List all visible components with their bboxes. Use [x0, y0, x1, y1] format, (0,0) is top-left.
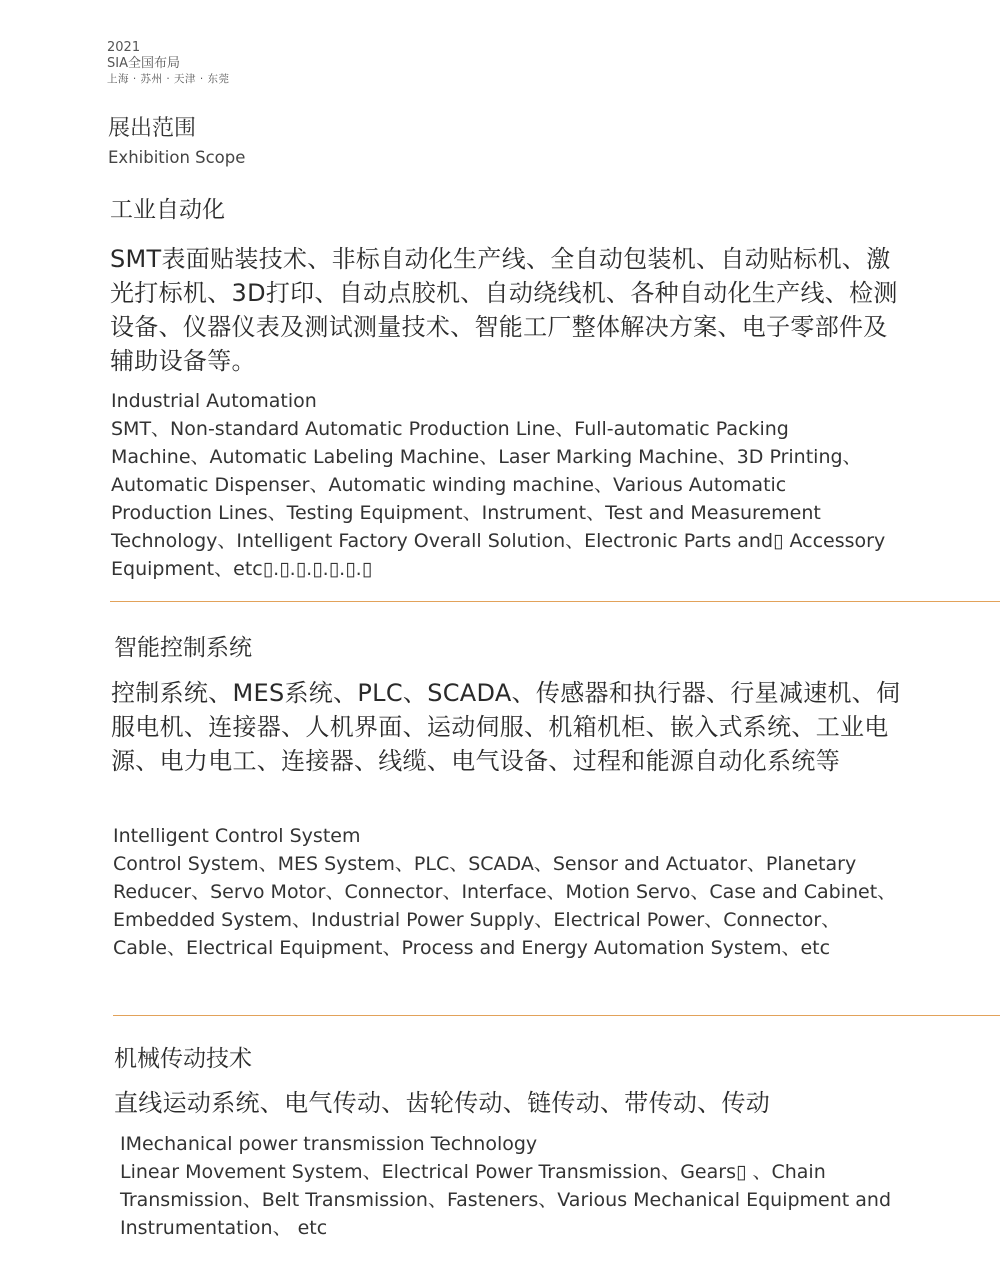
section-2-title-zh: 智能控制系统 [114, 635, 252, 661]
section-2-title-en: Intelligent Control System [113, 825, 361, 847]
section-1-title-en: Industrial Automation [111, 390, 317, 412]
section-1-content-zh: SMT表面贴装技术、非标自动化生产线、全自动包装机、自动贴标机、激光打标机、3D打印、自动点胶机、自动绕线机、各种自动化生产线、检测设备、仪器仪表及测试测量技术、智能工厂整体解决方案、电子零部件及辅助设备等。 [110, 245, 898, 375]
year-label: 2021 [107, 40, 141, 55]
section-1-content-en: SMT、Non-standard Automatic Production Line、Full-automatic Packing Machine、Automatic Labeling Machine、Laser Marking Machine、3D Printing、Automatic Dispenser、Automatic winding machine、Various Automatic Production Lines、Testing Equipment、Instrument、Test and Measurement Technology、Intelligent Factory Overall Solution、Electronic Parts and▯ Accessory Equipment、etc▯.▯.▯.▯.▯.▯.▯ [111, 418, 886, 580]
section-divider-1 [110, 601, 1000, 602]
section-3-content-zh: 直线运动系统、电气传动、齿轮传动、链传动、带传动、传动 [114, 1089, 771, 1117]
header-block [107, 40, 230, 86]
section-1-title-zh: 工业自动化 [110, 197, 225, 223]
scope-title-en: Exhibition Scope [108, 148, 246, 167]
brand-label: SIA全国布局 [107, 56, 180, 71]
section-3-title-en: IMechanical power transmission Technology [120, 1133, 538, 1155]
section-divider-2 [113, 1015, 1000, 1016]
section-2-content-en: Control System、MES System、PLC、SCADA、Sensor and Actuator、Planetary Reducer、Servo Motor、Connector、Interface、Motion Servo、Case and Cabinet、Embedded System、Industrial Power Supply、Electrical Power、Connector、Cable、Electrical Equipment、Process and Energy Automation System、etc [113, 853, 897, 959]
section-3-title-zh: 机械传动技术 [114, 1046, 252, 1072]
scope-title-zh: 展出范围 [108, 116, 197, 141]
section-3-content-en: Linear Movement System、Electrical Power Transmission、Gears▯ 、Chain Transmission、Belt Transmission、Fasteners、Various Mechanical Equipment and Instrumentation、 etc [120, 1161, 892, 1239]
cities-label: 上海 · 苏州 · 天津 · 东莞 [107, 73, 230, 85]
section-2-content-zh: 控制系统、MES系统、PLC、SCADA、传感器和执行器、行星减速机、伺服电机、连接器、人机界面、运动伺服、机箱机柜、嵌入式系统、工业电源、电力电工、连接器、线缆、电气设备、过程和能源自动化系统等 [111, 679, 901, 775]
